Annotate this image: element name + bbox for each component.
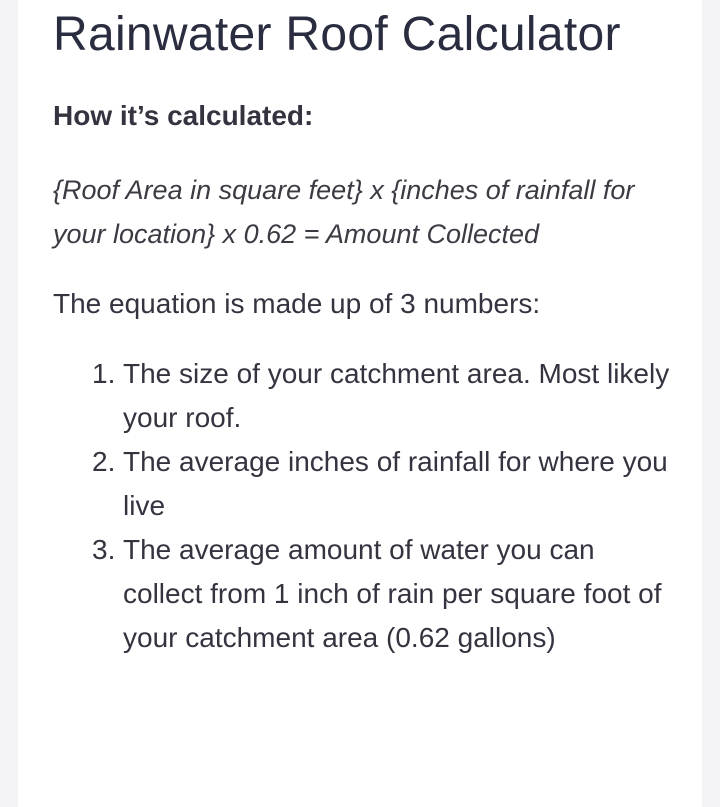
list-item: [53, 352, 673, 440]
list-item: [53, 528, 673, 660]
page-title: Rainwater Roof Calculator: [53, 8, 621, 61]
section-heading: How it’s calculated:: [53, 100, 314, 131]
article-card: [18, 0, 702, 807]
article-content: [53, 0, 673, 660]
list-item-number: 3.: [92, 534, 116, 565]
intro-text: The equation is made up of 3 numbers:: [53, 288, 541, 319]
list-item: [53, 440, 673, 528]
steps-list: [53, 352, 673, 660]
list-item-number: 1.: [92, 358, 116, 389]
list-item-text: The average inches of rainfall for where you live: [123, 446, 668, 521]
list-item-number: 2.: [92, 446, 116, 477]
formula-text: {Roof Area in square feet} x {inches of rainfall for your location} x 0.62 = Amount Collected: [53, 175, 635, 249]
list-item-text: The size of your catchment area. Most likely your roof.: [123, 358, 670, 433]
list-item-text: The average amount of water you can collect from 1 inch of rain per square foot of your catchment area (0.62 gallons): [123, 534, 662, 653]
